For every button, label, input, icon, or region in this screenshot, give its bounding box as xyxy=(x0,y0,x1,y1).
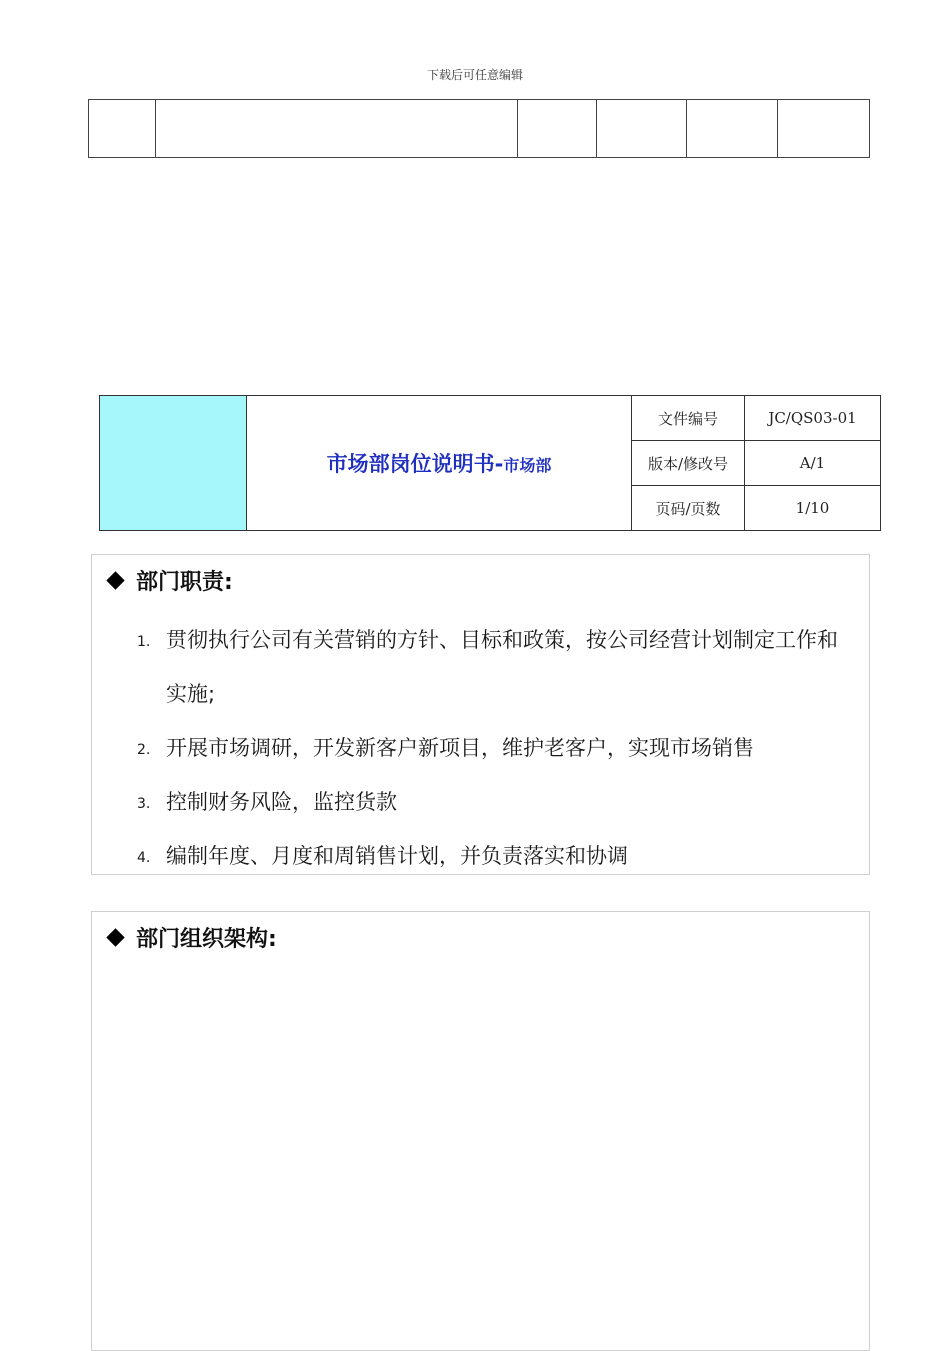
table-cell xyxy=(156,100,518,158)
meta-label-doc-number: 文件编号 xyxy=(632,396,745,441)
logo-placeholder xyxy=(100,396,247,531)
duties-heading-text: 部门职责: xyxy=(136,570,233,595)
meta-value-page: 1/10 xyxy=(745,486,881,531)
watermark-text: 下载后可任意编辑 xyxy=(426,68,523,82)
document-header-table xyxy=(99,395,881,531)
list-item xyxy=(92,613,871,721)
list-item-number: 1. xyxy=(137,634,151,650)
meta-value-version: A/1 xyxy=(745,441,881,486)
list-item-text: 编制年度、月度和周销售计划，并负责落实和协调 xyxy=(166,844,628,868)
meta-label-version: 版本/修改号 xyxy=(632,441,745,486)
document-title xyxy=(247,396,632,531)
list-item-text: 开展市场调研，开发新客户新项目，维护老客户，实现市场销售 xyxy=(166,736,754,760)
table-cell xyxy=(778,100,870,158)
table-cell xyxy=(597,100,687,158)
list-item-number: 3. xyxy=(137,796,151,812)
org-heading xyxy=(105,922,277,953)
org-structure-section xyxy=(91,911,870,1351)
table-row xyxy=(89,100,870,158)
list-item-number: 4. xyxy=(137,850,151,866)
meta-label-page: 页码/页数 xyxy=(632,486,745,531)
table-cell xyxy=(687,100,778,158)
diamond-bullet-icon xyxy=(106,928,124,946)
duties-list xyxy=(92,613,871,883)
title-main: 市场部岗位说明书 xyxy=(326,451,495,476)
table-row xyxy=(100,396,881,441)
table-cell xyxy=(89,100,156,158)
list-item-number: 2. xyxy=(137,742,151,758)
list-item xyxy=(92,775,871,829)
title-separator: - xyxy=(494,452,504,476)
list-item xyxy=(92,829,871,883)
table-cell xyxy=(518,100,597,158)
duties-section xyxy=(91,554,870,875)
list-item-text: 贯彻执行公司有关营销的方针、目标和政策，按公司经营计划制定工作和实施; xyxy=(166,628,838,706)
list-item-text: 控制财务风险，监控货款 xyxy=(166,790,397,814)
duties-heading xyxy=(105,565,233,596)
top-empty-table xyxy=(88,99,870,158)
diamond-bullet-icon xyxy=(106,571,124,589)
meta-value-doc-number: JC/QS03-01 xyxy=(745,396,881,441)
org-heading-text: 部门组织架构: xyxy=(136,927,277,952)
list-item xyxy=(92,721,871,775)
title-sub: 市场部 xyxy=(503,456,552,475)
